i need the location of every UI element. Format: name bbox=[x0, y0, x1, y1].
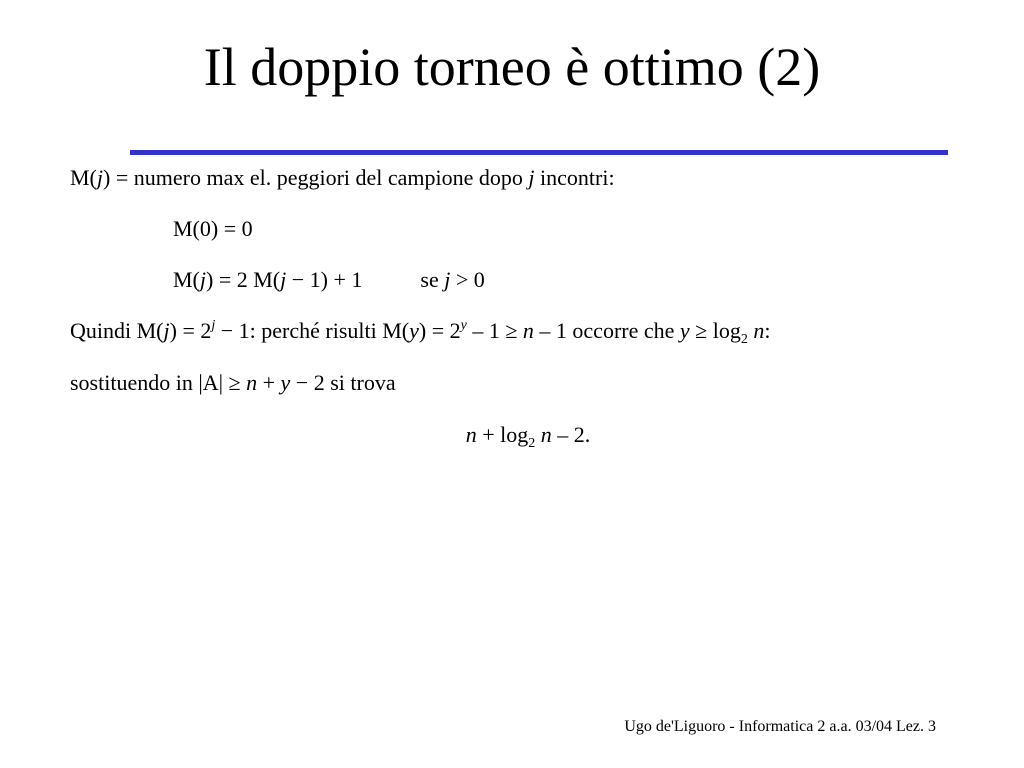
math-var: n bbox=[540, 422, 552, 447]
title-underline bbox=[130, 150, 948, 155]
math-var: j bbox=[163, 318, 170, 343]
text-run: − 2 si trova bbox=[290, 370, 396, 395]
slide-title: Il doppio torneo è ottimo (2) bbox=[203, 37, 821, 97]
text-run: Quindi M( bbox=[70, 318, 164, 343]
math-var: y bbox=[409, 318, 419, 343]
math-var: y bbox=[280, 370, 291, 395]
math-var: j bbox=[199, 267, 207, 292]
text-run: ) = 2 bbox=[418, 318, 461, 343]
math-var: n bbox=[246, 370, 258, 395]
base-case-line bbox=[173, 215, 253, 243]
math-var: y bbox=[679, 318, 690, 343]
text-run: – 2. bbox=[551, 422, 591, 447]
exponent bbox=[461, 318, 467, 333]
text-run: M( bbox=[70, 165, 97, 190]
math-var: j bbox=[528, 165, 535, 190]
result-formula bbox=[0, 421, 1024, 449]
text-run: − 1: perché risulti M( bbox=[215, 318, 410, 343]
substitution-line bbox=[70, 369, 396, 397]
closed-form-line bbox=[70, 317, 770, 345]
text-run: ) = numero max el. peggiori del campione dopo bbox=[103, 165, 529, 190]
math-var: y bbox=[460, 318, 467, 333]
slide-footer: Ugo de'Liguoro - Informatica 2 a.a. 03/04 Lez. 3 bbox=[624, 718, 936, 735]
log-base: 2 bbox=[740, 332, 748, 347]
math-var: j bbox=[211, 318, 216, 333]
definition-line bbox=[70, 164, 615, 192]
math-var: j bbox=[444, 267, 451, 292]
math-var: n bbox=[522, 318, 534, 343]
math-var: n bbox=[753, 318, 765, 343]
text-run: ) = 2 bbox=[169, 318, 212, 343]
text-run: M( bbox=[173, 267, 200, 292]
text-run: : bbox=[764, 318, 771, 343]
text-run: M(0) = 0 bbox=[173, 216, 253, 241]
text-run: se bbox=[420, 267, 445, 292]
recurrence-line bbox=[173, 266, 485, 294]
text-run: – 1 ≥ bbox=[466, 318, 523, 343]
log-base: 2 bbox=[528, 436, 536, 451]
math-var: j bbox=[280, 267, 287, 292]
text-run: > 0 bbox=[450, 267, 485, 292]
math-var: j bbox=[96, 165, 104, 190]
text-run: − 1) + 1 bbox=[286, 267, 363, 292]
text-run: ≥ log bbox=[689, 318, 741, 343]
text-run: + bbox=[257, 370, 281, 395]
text-run: + log bbox=[476, 422, 529, 447]
exponent bbox=[211, 318, 215, 333]
text-run: ) = 2 M( bbox=[206, 267, 281, 292]
math-var: n bbox=[465, 422, 477, 447]
text-run: sostituendo in |A| ≥ bbox=[70, 370, 247, 395]
text-run: incontri: bbox=[534, 165, 615, 190]
text-run: – 1 occorre che bbox=[533, 318, 680, 343]
